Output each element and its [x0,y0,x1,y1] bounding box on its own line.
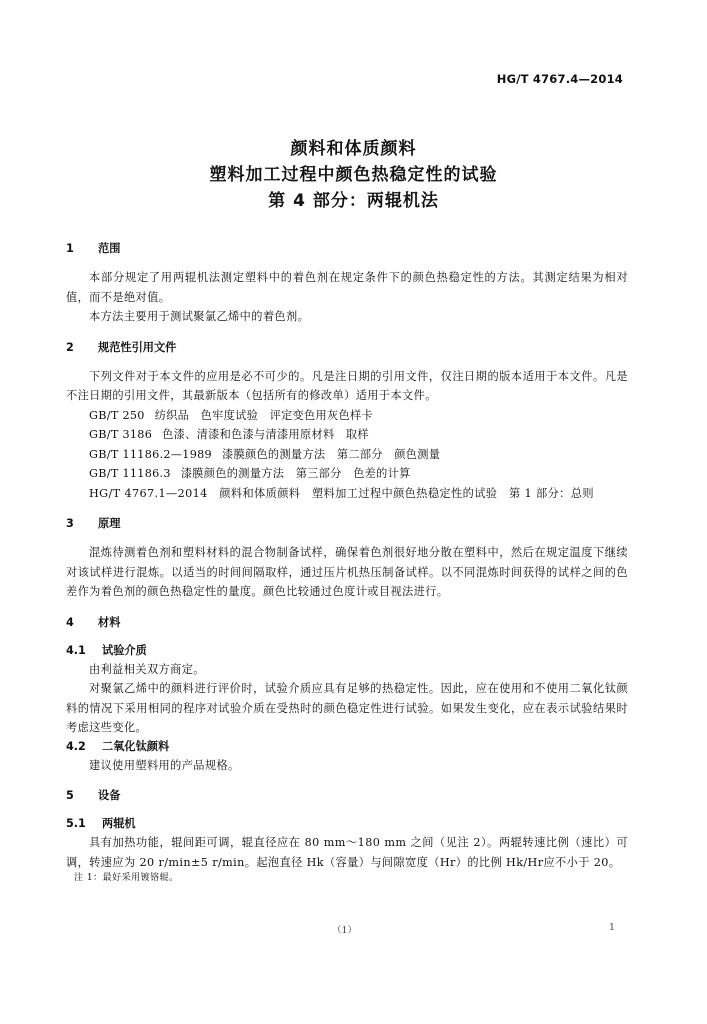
reference-item [66,406,628,426]
section-3-paragraph-1: 混炼待测着色剂和塑料材料的混合物制备试样，确保着色剂很好地分散在塑料中，然后在规定温度下继续对该试样进行混炼。以适当的时间间隔取样，通过压片机热压制备试样。以不同混炼时间获得的试样之间的色差作为着色剂的颜色热稳定性的量度。颜色比较通过色度计或目视法进行。 [66,546,628,598]
document-body [66,240,628,885]
section-number: 4 [66,615,74,629]
section-number: 2 [66,340,74,354]
section-title: 试验介质 [102,643,147,657]
reference-item [66,445,628,465]
section-4-1-paragraph-1: 由利益相关双方商定。 [89,662,205,676]
section-number: 4.1 [66,643,86,657]
title-line-1: 颜料和体质颜料 [290,139,417,159]
section-number: 5 [66,789,74,802]
section-title: 材料 [98,615,121,629]
section-number: 3 [66,517,74,530]
reference-item [66,425,628,445]
section-title: 范围 [98,242,121,255]
standard-code: HG/T 4767.4—2014 [496,72,623,86]
section-title: 两辊机 [102,817,136,830]
section-4-1-paragraph-2: 对聚氯乙烯中的颜料进行评价时，试验介质应具有足够的热稳定性。因此，应在使用和不使用二氧化钛颜料的情况下采用相同的程序对试验介质在受热时的颜色稳定性进行试验。如果发生变化，应在表示试验结果时考虑这些变化。 [66,682,628,734]
section-5-1-paragraph-1: 具有加热功能，辊间距可调，辊直径应在 80 mm～180 mm 之间（见注 2）。两辊转速比例（速比）可调，转速应为 20 r/min±5 r/min。起泡直径 Hk（容量）与间隙宽度（Hr）的比例 Hk/Hr应不小于 20。 [66,836,628,869]
section-4-2-heading [66,738,628,756]
section-5-heading [66,787,628,805]
reference-title: 纺织品 色牢度试验 评定变色用灰色样卡 [154,408,373,422]
section-2-heading [66,339,628,357]
reference-code: GB/T 3186 [89,428,153,441]
section-title: 二氧化钛颜料 [102,739,170,753]
section-5-1-heading [66,815,628,833]
title-line-2: 塑料加工过程中颜色热稳定性的试验 [209,165,498,185]
reference-code: GB/T 250 [89,408,145,422]
section-4-1-heading [66,642,628,660]
section-title: 设备 [98,789,121,802]
reference-title: 漆膜颜色的测量方法 第三部分 色差的计算 [180,467,411,480]
reference-title: 漆膜颜色的测量方法 第二部分 颜色测量 [221,447,441,461]
document-title [0,136,707,214]
reference-title: 色漆、清漆和色漆与清漆用原材料 取样 [162,428,369,441]
section-title: 规范性引用文件 [98,340,177,354]
reference-code: GB/T 11186.2—1989 [89,447,212,461]
section-number: 1 [66,242,74,255]
page-label: （1） [332,925,358,936]
page-number: 1 [608,922,615,933]
section-number: 4.2 [66,739,86,753]
section-1-paragraph-2: 本方法主要用于测试聚氯乙烯中的着色剂。 [89,310,310,323]
section-1-heading [66,240,628,258]
reference-item-last: HG/T 4767.1—2014 颜料和体质颜料 塑料加工过程中颜色热稳定性的试验 第 1 部分：总则 [89,486,594,500]
section-4-2-paragraph-1: 建议使用塑料用的产品规格。 [89,758,240,772]
section-3-heading [66,515,628,533]
reference-code: GB/T 11186.3 [89,467,171,480]
section-1-paragraph-1: 本部分规定了用两辊机法测定塑料中的着色剂在规定条件下的颜色热稳定性的方法。其测定结果为相对值，而不是绝对值。 [66,271,628,304]
section-2-paragraph-1: 下列文件对于本文件的应用是必不可少的。凡是注日期的引用文件，仅注日期的版本适用于本文件。凡是不注日期的引用文件，其最新版本（包括所有的修改单）适用于本文件。 [66,369,628,402]
title-line-3: 第 4 部分：两辊机法 [268,191,439,211]
section-number: 5.1 [66,817,86,830]
section-4-heading [66,614,628,632]
note-1: 注 1：最好采用镀铬辊。 [74,873,179,883]
reference-item [66,464,628,484]
section-title: 原理 [98,517,121,530]
